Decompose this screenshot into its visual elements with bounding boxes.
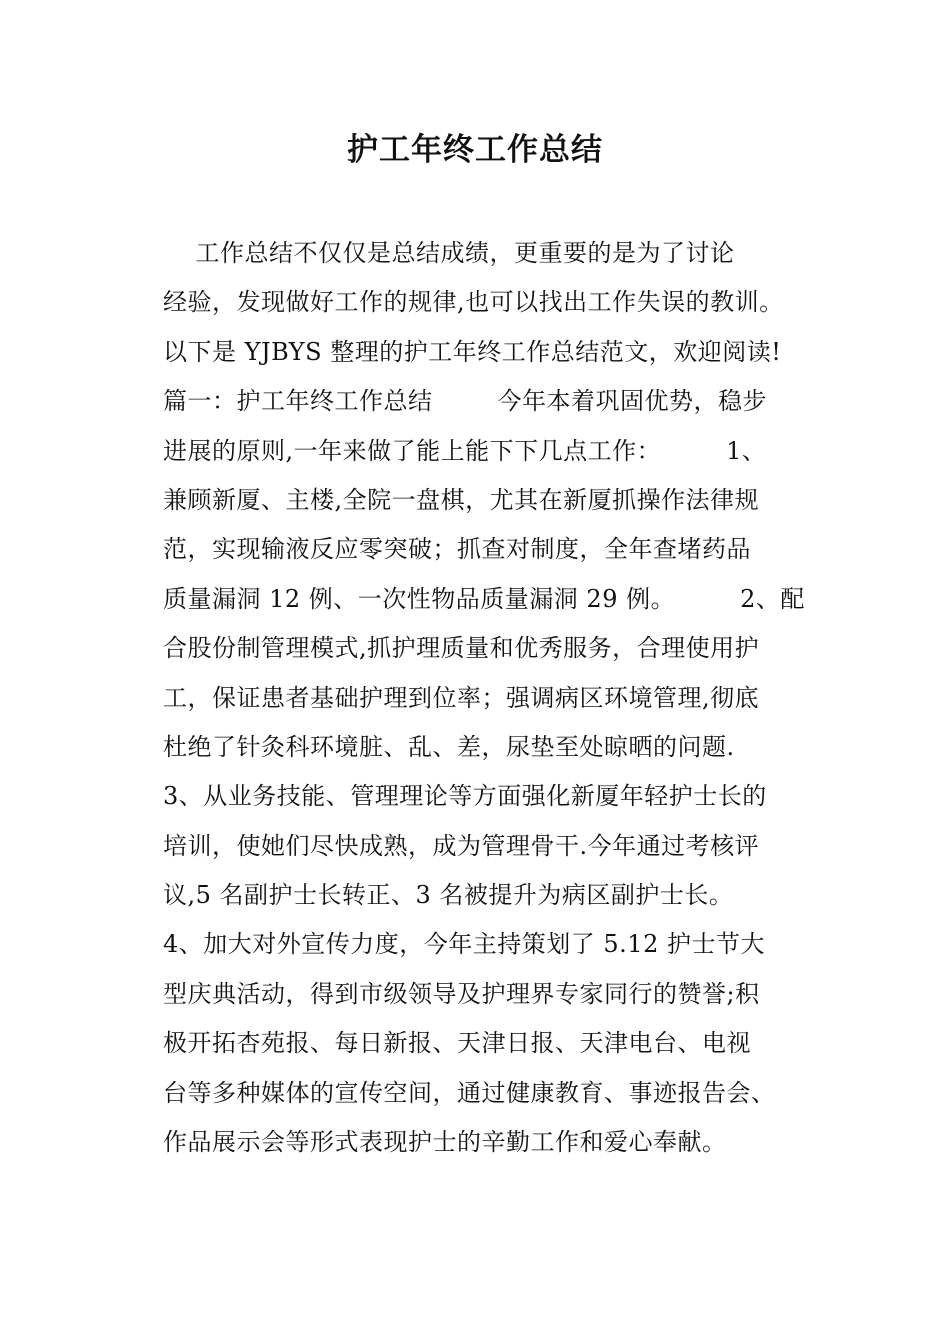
body-line: 合股份制管理模式,抓护理质量和优秀服务，合理使用护: [163, 634, 760, 663]
body-line: 3、从业务技能、管理理论等方面强化新厦年轻护士长的: [163, 782, 767, 811]
body-line: 工，保证患者基础护理到位率；强调病区环境管理,彻底: [163, 683, 760, 712]
body-line: 杜绝了针灸科环境脏、乱、差，尿垫至处晾晒的问题.: [163, 732, 735, 761]
body-line: 培训，使她们尽快成熟，成为管理骨干.今年通过考核评: [163, 831, 760, 860]
body-line: 议,5 名副护士长转正、3 名被提升为病区副护士长。: [163, 881, 734, 910]
body-line: 工作总结不仅仅是总结成绩，更重要的是为了讨论: [163, 239, 735, 267]
body-line: 以下是 YJBYS 整理的护工年终工作总结范文，欢迎阅读!: [163, 337, 782, 366]
body-line: 型庆典活动，得到市级领导及护理界专家同行的赞誉;积: [163, 979, 760, 1008]
body-line: 作品展示会等形式表现护士的辛勤工作和爱心奉献。: [163, 1128, 727, 1157]
body-line: 极开拓杏苑报、每日新报、天津日报、天津电台、电视: [163, 1029, 751, 1058]
body-line: 台等多种媒体的宣传空间，通过健康教育、事迹报告会、: [163, 1078, 776, 1107]
body-line: 进展的原则,一年来做了能上能下下几点工作： 1、: [163, 436, 767, 465]
body-line: 4、加大对外宣传力度，今年主持策划了 5.12 护士节大: [163, 930, 765, 959]
body-line: 篇一：护工年终工作总结 今年本着巩固优势，稳步: [163, 387, 768, 416]
body-line: 质量漏洞 12 例、一次性物品质量漏洞 29 例。 2、配: [163, 584, 805, 613]
body-line: 经验，发现做好工作的规律,也可以找出工作失误的教训。: [163, 288, 784, 317]
body-line: 兼顾新厦、主楼,全院一盘棋，尤其在新厦抓操作法律规: [163, 485, 760, 514]
body-line: 范，实现输液反应零突破；抓查对制度，全年查堵药品: [163, 535, 751, 564]
document-body: [163, 234, 813, 1172]
document-title: 护工年终工作总结: [347, 132, 603, 168]
